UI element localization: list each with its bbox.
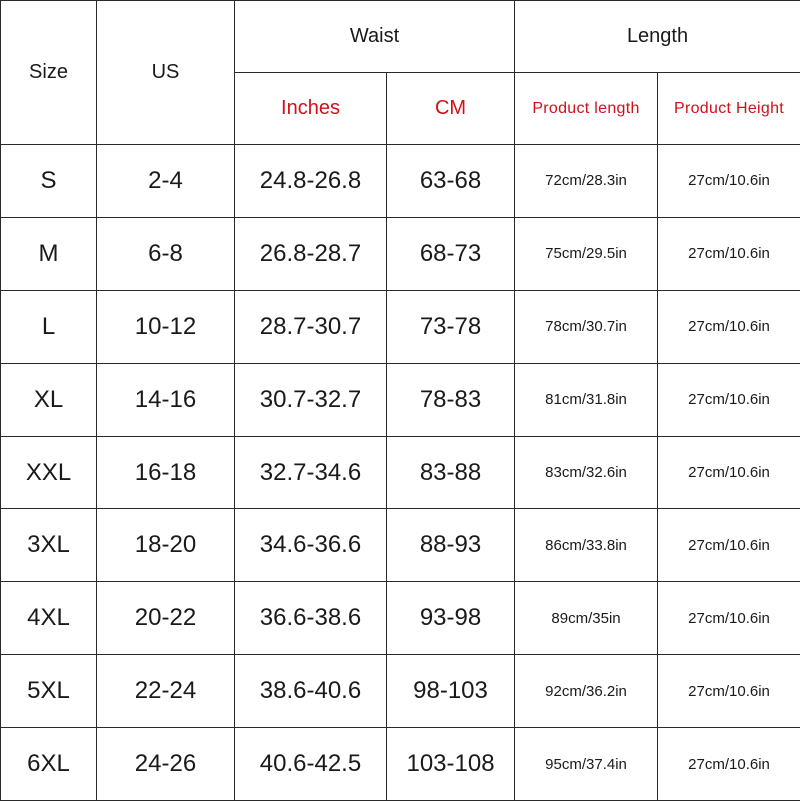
cell-product-length: 72cm/28.3in [515, 145, 658, 218]
table-header [1, 1, 800, 145]
cell-inches: 24.8-26.8 [235, 145, 387, 218]
cell-size: 3XL [1, 509, 97, 582]
cell-inches: 40.6-42.5 [235, 728, 387, 801]
header-length: Length [515, 1, 800, 73]
cell-inches: 30.7-32.7 [235, 363, 387, 436]
cell-us: 14-16 [97, 363, 235, 436]
cell-us: 16-18 [97, 436, 235, 509]
cell-cm: 103-108 [387, 728, 515, 801]
table-row [1, 509, 800, 582]
cell-product-length: 83cm/32.6in [515, 436, 658, 509]
header-waist: Waist [235, 1, 515, 73]
cell-cm: 63-68 [387, 145, 515, 218]
cell-product-length: 92cm/36.2in [515, 655, 658, 728]
cell-size: M [1, 217, 97, 290]
table-row [1, 290, 800, 363]
cell-inches: 26.8-28.7 [235, 217, 387, 290]
cell-us: 18-20 [97, 509, 235, 582]
cell-size: 4XL [1, 582, 97, 655]
cell-inches: 38.6-40.6 [235, 655, 387, 728]
cell-cm: 68-73 [387, 217, 515, 290]
cell-product-length: 95cm/37.4in [515, 728, 658, 801]
header-cm: CM [387, 73, 515, 145]
cell-us: 20-22 [97, 582, 235, 655]
cell-us: 10-12 [97, 290, 235, 363]
cell-size: XL [1, 363, 97, 436]
cell-inches: 34.6-36.6 [235, 509, 387, 582]
header-inches: Inches [235, 73, 387, 145]
cell-size: 5XL [1, 655, 97, 728]
cell-product-height: 27cm/10.6in [658, 217, 800, 290]
cell-product-height: 27cm/10.6in [658, 509, 800, 582]
cell-size: 6XL [1, 728, 97, 801]
cell-cm: 93-98 [387, 582, 515, 655]
cell-cm: 78-83 [387, 363, 515, 436]
cell-product-height: 27cm/10.6in [658, 582, 800, 655]
header-row-top [1, 1, 800, 73]
cell-product-length: 75cm/29.5in [515, 217, 658, 290]
cell-us: 22-24 [97, 655, 235, 728]
table-row [1, 728, 800, 801]
cell-product-length: 78cm/30.7in [515, 290, 658, 363]
cell-product-height: 27cm/10.6in [658, 290, 800, 363]
table-row [1, 363, 800, 436]
cell-size: XXL [1, 436, 97, 509]
header-size: Size [1, 1, 97, 145]
cell-inches: 28.7-30.7 [235, 290, 387, 363]
cell-inches: 32.7-34.6 [235, 436, 387, 509]
table-body [1, 145, 800, 801]
cell-product-height: 27cm/10.6in [658, 436, 800, 509]
cell-cm: 88-93 [387, 509, 515, 582]
cell-product-height: 27cm/10.6in [658, 728, 800, 801]
cell-product-height: 27cm/10.6in [658, 655, 800, 728]
cell-cm: 73-78 [387, 290, 515, 363]
cell-product-length: 81cm/31.8in [515, 363, 658, 436]
table-row [1, 217, 800, 290]
table-row [1, 436, 800, 509]
table-row [1, 655, 800, 728]
cell-us: 6-8 [97, 217, 235, 290]
header-us: US [97, 1, 235, 145]
header-product-height: Product Height [658, 73, 800, 145]
table-row [1, 582, 800, 655]
cell-product-length: 86cm/33.8in [515, 509, 658, 582]
cell-us: 24-26 [97, 728, 235, 801]
cell-size: S [1, 145, 97, 218]
header-product-length: Product length [515, 73, 658, 145]
cell-product-height: 27cm/10.6in [658, 145, 800, 218]
cell-cm: 98-103 [387, 655, 515, 728]
table-row [1, 145, 800, 218]
cell-size: L [1, 290, 97, 363]
cell-product-height: 27cm/10.6in [658, 363, 800, 436]
cell-us: 2-4 [97, 145, 235, 218]
cell-cm: 83-88 [387, 436, 515, 509]
cell-product-length: 89cm/35in [515, 582, 658, 655]
cell-inches: 36.6-38.6 [235, 582, 387, 655]
